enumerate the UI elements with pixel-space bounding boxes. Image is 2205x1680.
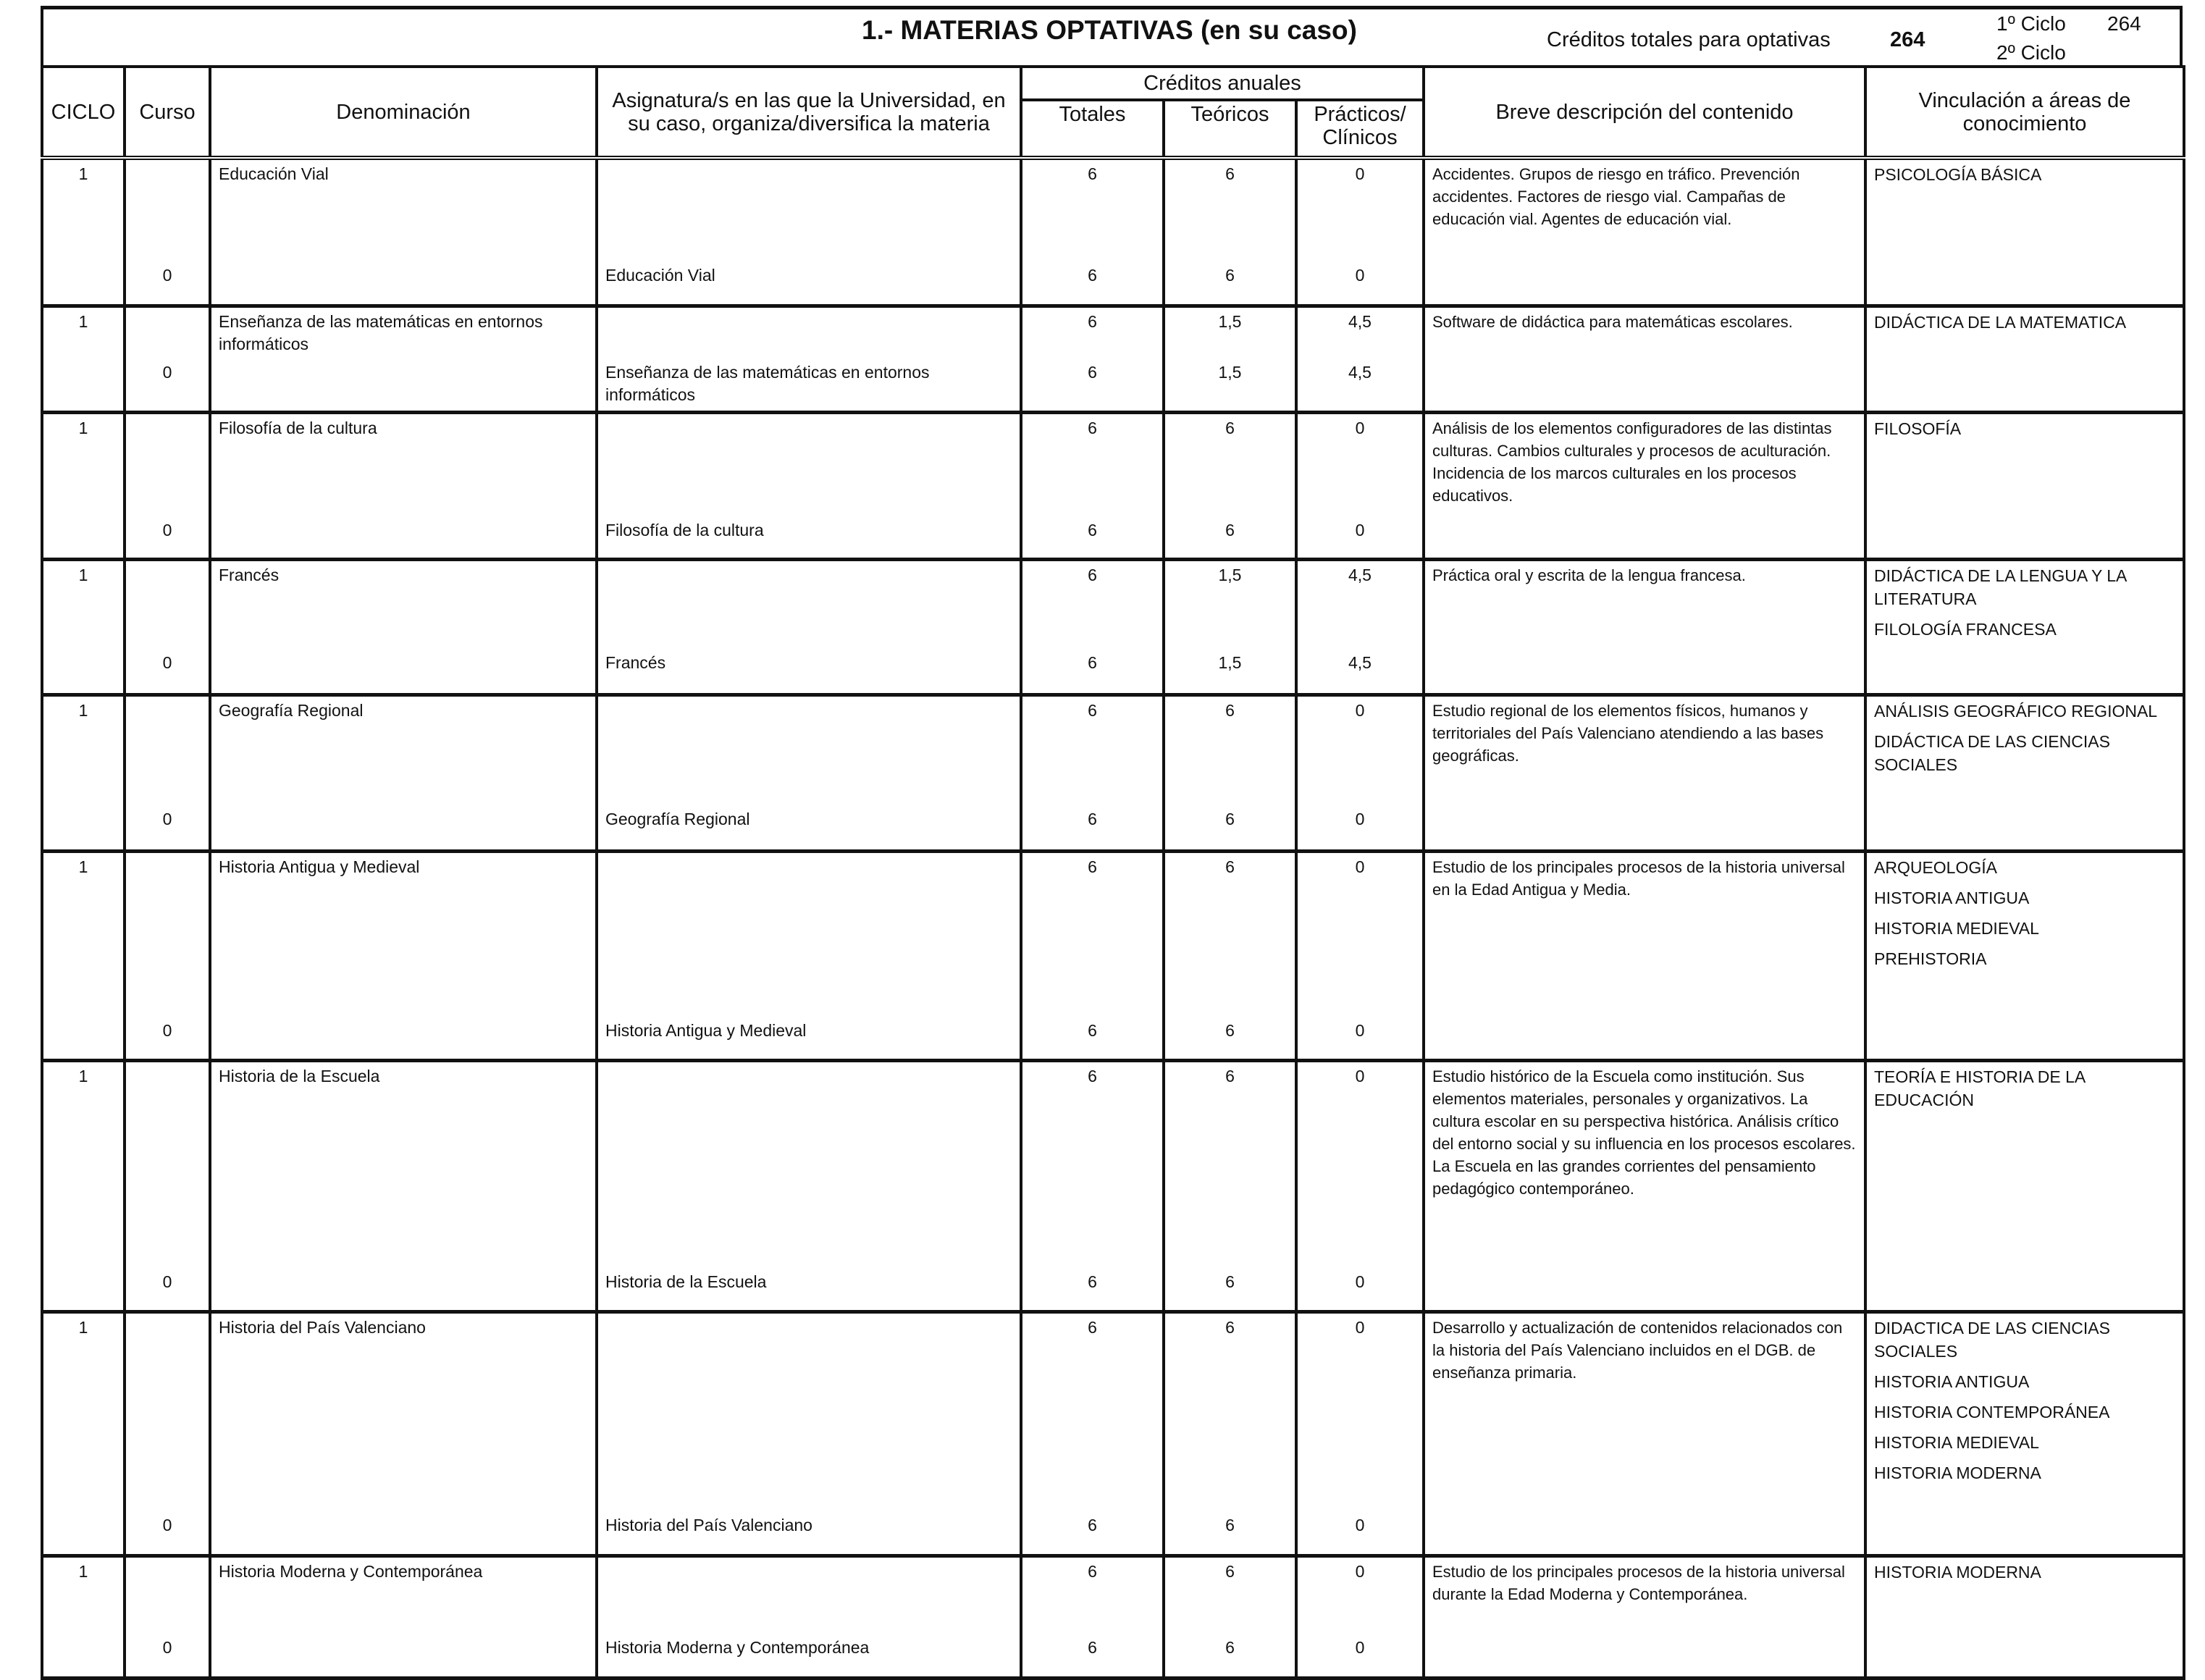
ciclo-cell: 1 xyxy=(42,1556,125,1634)
asignatura-cell-empty xyxy=(597,852,1021,1017)
curso-cell: 0 xyxy=(125,516,210,560)
area-item: HISTORIA MODERNA xyxy=(1874,1563,2041,1582)
col-header-curso: Curso xyxy=(125,67,210,158)
ciclo1-label: 1º Ciclo xyxy=(1996,12,2066,35)
teoricos-cell: 1,5 xyxy=(1164,306,1296,358)
ciclo1-value: 264 xyxy=(2107,12,2141,35)
asignatura-cell-empty xyxy=(597,560,1021,649)
asignatura-cell: Enseñanza de las matemáticas en entornos informáticos xyxy=(597,358,1021,413)
area-item: DIDÁCTICA DE LAS CIENCIAS SOCIALES xyxy=(1874,732,2110,774)
asig-totales-cell: 6 xyxy=(1021,516,1164,560)
curso-cell: 0 xyxy=(125,649,210,695)
asig-practicos-cell: 0 xyxy=(1296,1017,1424,1061)
denominacion-cell: Filosofía de la cultura xyxy=(210,413,597,516)
area-item: DIDACTICA DE LAS CIENCIAS SOCIALES xyxy=(1874,1319,2110,1361)
asig-totales-cell: 6 xyxy=(1021,358,1164,413)
asig-teoricos-cell: 6 xyxy=(1164,516,1296,560)
curso-cell: 0 xyxy=(125,358,210,413)
asig-totales-cell: 6 xyxy=(1021,1634,1164,1679)
asig-practicos-cell: 0 xyxy=(1296,805,1424,852)
area-item: ARQUEOLOGÍA xyxy=(1874,858,1997,877)
asignatura-cell: Historia del País Valenciano xyxy=(597,1511,1021,1556)
vinculacion-cell xyxy=(1865,413,2184,560)
asignatura-cell: Historia Antigua y Medieval xyxy=(597,1017,1021,1061)
curso-cell-empty xyxy=(125,1556,210,1634)
descripcion-cell: Estudio de los principales procesos de la historia universal durante la Edad Moderna y Contemporánea. xyxy=(1424,1556,1865,1679)
ciclo-cell-empty xyxy=(42,805,125,852)
asig-teoricos-cell: 6 xyxy=(1164,1511,1296,1556)
curso-cell-empty xyxy=(125,1312,210,1511)
asig-teoricos-cell: 1,5 xyxy=(1164,358,1296,413)
practicos-cell: 0 xyxy=(1296,695,1424,805)
asig-practicos-cell: 0 xyxy=(1296,516,1424,560)
asig-teoricos-cell: 6 xyxy=(1164,805,1296,852)
ciclo-cell-empty xyxy=(42,358,125,413)
totales-cell: 6 xyxy=(1021,413,1164,516)
ciclo-cell: 1 xyxy=(42,306,125,358)
asignatura-cell: Filosofía de la cultura xyxy=(597,516,1021,560)
teoricos-cell: 1,5 xyxy=(1164,560,1296,649)
table-body xyxy=(42,158,2184,1679)
ciclo-cell-empty xyxy=(42,516,125,560)
col-header-creditos: Créditos anuales xyxy=(1021,67,1424,100)
ciclo-cell: 1 xyxy=(42,695,125,805)
curso-cell: 0 xyxy=(125,805,210,852)
totales-cell: 6 xyxy=(1021,852,1164,1017)
table-row xyxy=(42,560,2184,649)
denominacion-cell: Educación Vial xyxy=(210,158,597,261)
ciclo-cell-empty xyxy=(42,261,125,306)
denominacion-cell: Francés xyxy=(210,560,597,649)
denominacion-cell-empty xyxy=(210,516,597,560)
area-item: HISTORIA MODERNA xyxy=(1874,1463,2041,1482)
asignatura-cell-empty xyxy=(597,1061,1021,1268)
asig-totales-cell: 6 xyxy=(1021,805,1164,852)
asignatura-cell-empty xyxy=(597,1312,1021,1511)
asig-teoricos-cell: 6 xyxy=(1164,261,1296,306)
descripcion-cell: Software de didáctica para matemáticas escolares. xyxy=(1424,306,1865,413)
area-item: PSICOLOGÍA BÁSICA xyxy=(1874,165,2042,184)
curso-cell: 0 xyxy=(125,261,210,306)
descripcion-cell: Análisis de los elementos configuradores de las distintas culturas. Cambios culturales y procesos de aculturación. Incidencia de los marcos culturales en los procesos educativos. xyxy=(1424,413,1865,560)
totales-cell: 6 xyxy=(1021,158,1164,261)
ciclo-cell-empty xyxy=(42,1634,125,1679)
ciclo-cell-empty xyxy=(42,1268,125,1312)
asig-teoricos-cell: 1,5 xyxy=(1164,649,1296,695)
vinculacion-cell xyxy=(1865,852,2184,1061)
curso-cell: 0 xyxy=(125,1634,210,1679)
ciclo-cell-empty xyxy=(42,649,125,695)
ciclo-cell: 1 xyxy=(42,158,125,261)
denominacion-cell-empty xyxy=(210,358,597,413)
totales-cell: 6 xyxy=(1021,560,1164,649)
asignatura-cell-empty xyxy=(597,158,1021,261)
asig-totales-cell: 6 xyxy=(1021,1017,1164,1061)
denominacion-cell: Historia Moderna y Contemporánea xyxy=(210,1556,597,1634)
asignatura-cell-empty xyxy=(597,695,1021,805)
descripcion-cell: Accidentes. Grupos de riesgo en tráfico. Prevención accidentes. Factores de riesgo vial. Campañas de educación vial. Agentes de educación vial. xyxy=(1424,158,1865,306)
col-header-teoricos: Teóricos xyxy=(1164,100,1296,158)
teoricos-cell: 6 xyxy=(1164,158,1296,261)
teoricos-cell: 6 xyxy=(1164,695,1296,805)
area-item: HISTORIA MEDIEVAL xyxy=(1874,1433,2039,1452)
curso-cell-empty xyxy=(125,158,210,261)
denominacion-cell-empty xyxy=(210,1634,597,1679)
asig-practicos-cell: 0 xyxy=(1296,1511,1424,1556)
table-row xyxy=(42,306,2184,358)
curso-cell-empty xyxy=(125,852,210,1017)
vinculacion-cell xyxy=(1865,306,2184,413)
vinculacion-cell xyxy=(1865,1556,2184,1679)
vinculacion-cell xyxy=(1865,1312,2184,1556)
area-item: HISTORIA CONTEMPORÁNEA xyxy=(1874,1403,2110,1421)
table-row xyxy=(42,1556,2184,1634)
vinculacion-cell xyxy=(1865,695,2184,852)
table-row xyxy=(42,695,2184,805)
denominacion-cell-empty xyxy=(210,261,597,306)
denominacion-cell: Historia de la Escuela xyxy=(210,1061,597,1268)
col-header-practicos: Prácticos/ Clínicos xyxy=(1296,100,1424,158)
denominacion-cell-empty xyxy=(210,805,597,852)
curso-cell-empty xyxy=(125,1061,210,1268)
ciclo-cell-empty xyxy=(42,1017,125,1061)
ciclo-cell: 1 xyxy=(42,560,125,649)
asig-practicos-cell: 0 xyxy=(1296,1268,1424,1312)
asig-teoricos-cell: 6 xyxy=(1164,1268,1296,1312)
asignatura-cell-empty xyxy=(597,306,1021,358)
ciclo-cell: 1 xyxy=(42,852,125,1017)
area-item: FILOSOFÍA xyxy=(1874,419,1962,438)
col-header-asignaturas: Asignatura/s en las que la Universidad, en su caso, organiza/diversifica la materia xyxy=(597,67,1021,158)
document-page xyxy=(41,6,2183,1657)
denominacion-cell: Enseñanza de las matemáticas en entornos informáticos xyxy=(210,306,597,358)
area-item: HISTORIA MEDIEVAL xyxy=(1874,919,2039,938)
curso-cell-empty xyxy=(125,413,210,516)
asignatura-cell: Francés xyxy=(597,649,1021,695)
denominacion-cell-empty xyxy=(210,649,597,695)
ciclo-cell: 1 xyxy=(42,1061,125,1268)
area-item: FILOLOGÍA FRANCESA xyxy=(1874,620,2057,639)
table-row xyxy=(42,158,2184,261)
asignatura-cell: Geografía Regional xyxy=(597,805,1021,852)
area-item: TEORÍA E HISTORIA DE LA EDUCACIÓN xyxy=(1874,1067,2086,1109)
practicos-cell: 0 xyxy=(1296,413,1424,516)
totales-cell: 6 xyxy=(1021,306,1164,358)
denominacion-cell-empty xyxy=(210,1511,597,1556)
denominacion-cell-empty xyxy=(210,1268,597,1312)
teoricos-cell: 6 xyxy=(1164,1312,1296,1511)
asig-practicos-cell: 4,5 xyxy=(1296,358,1424,413)
teoricos-cell: 6 xyxy=(1164,1061,1296,1268)
totales-cell: 6 xyxy=(1021,1061,1164,1268)
area-item: DIDÁCTICA DE LA LENGUA Y LA LITERATURA xyxy=(1874,566,2127,608)
vinculacion-cell xyxy=(1865,560,2184,695)
practicos-cell: 0 xyxy=(1296,852,1424,1017)
area-item: HISTORIA ANTIGUA xyxy=(1874,889,2030,907)
curso-cell-empty xyxy=(125,695,210,805)
curso-cell: 0 xyxy=(125,1017,210,1061)
col-header-ciclo: CICLO xyxy=(42,67,125,158)
asig-practicos-cell: 4,5 xyxy=(1296,649,1424,695)
asig-totales-cell: 6 xyxy=(1021,1268,1164,1312)
ciclo-cell: 1 xyxy=(42,413,125,516)
table-row xyxy=(42,1312,2184,1511)
teoricos-cell: 6 xyxy=(1164,413,1296,516)
area-item: DIDÁCTICA DE LA MATEMATICA xyxy=(1874,312,2127,332)
table-row xyxy=(42,852,2184,1017)
optativas-table xyxy=(41,65,2185,1680)
asignatura-cell: Historia Moderna y Contemporánea xyxy=(597,1634,1021,1679)
denominacion-cell: Geografía Regional xyxy=(210,695,597,805)
totales-cell: 6 xyxy=(1021,1556,1164,1634)
ciclo2-label: 2º Ciclo xyxy=(1996,41,2066,64)
col-header-vinculacion: Vinculación a áreas de conocimiento xyxy=(1865,67,2184,158)
curso-cell: 0 xyxy=(125,1511,210,1556)
asignatura-cell-empty xyxy=(597,1556,1021,1634)
page-header xyxy=(41,6,2183,65)
denominacion-cell-empty xyxy=(210,1017,597,1061)
asig-totales-cell: 6 xyxy=(1021,649,1164,695)
ciclo-cell-empty xyxy=(42,1511,125,1556)
credits-label: Créditos totales para optativas xyxy=(1547,28,1831,51)
practicos-cell: 0 xyxy=(1296,158,1424,261)
descripcion-cell: Estudio regional de los elementos físicos, humanos y territoriales del País Valenciano atendiendo a las bases geográficas. xyxy=(1424,695,1865,852)
asig-practicos-cell: 0 xyxy=(1296,261,1424,306)
area-item: ANÁLISIS GEOGRÁFICO REGIONAL xyxy=(1874,702,2158,721)
denominacion-cell: Historia Antigua y Medieval xyxy=(210,852,597,1017)
curso-cell-empty xyxy=(125,560,210,649)
credits-total: 264 xyxy=(1890,28,1925,51)
curso-cell: 0 xyxy=(125,1268,210,1312)
col-header-descripcion: Breve descripción del contenido xyxy=(1424,67,1865,158)
practicos-cell: 0 xyxy=(1296,1556,1424,1634)
vinculacion-cell xyxy=(1865,158,2184,306)
col-header-denominacion: Denominación xyxy=(210,67,597,158)
descripcion-cell: Estudio de los principales procesos de la historia universal en la Edad Antigua y Media. xyxy=(1424,852,1865,1061)
area-item: HISTORIA ANTIGUA xyxy=(1874,1372,2030,1391)
area-item: PREHISTORIA xyxy=(1874,949,1987,968)
totales-cell: 6 xyxy=(1021,695,1164,805)
descripcion-cell: Estudio histórico de la Escuela como institución. Sus elementos materiales, personales y organizativos. La cultura escolar en su perspectiva histórica. Análisis crítico del entorno social y su influencia en los procesos escolares. La Escuela en las grandes corrientes del pensamiento pedagógico contemporáneo. xyxy=(1424,1061,1865,1312)
col-header-totales: Totales xyxy=(1021,100,1164,158)
asig-practicos-cell: 0 xyxy=(1296,1634,1424,1679)
teoricos-cell: 6 xyxy=(1164,1556,1296,1634)
asignatura-cell: Historia de la Escuela xyxy=(597,1268,1021,1312)
practicos-cell: 4,5 xyxy=(1296,306,1424,358)
ciclo-cell: 1 xyxy=(42,1312,125,1511)
descripcion-cell: Práctica oral y escrita de la lengua francesa. xyxy=(1424,560,1865,695)
denominacion-cell: Historia del País Valenciano xyxy=(210,1312,597,1511)
curso-cell-empty xyxy=(125,306,210,358)
practicos-cell: 0 xyxy=(1296,1061,1424,1268)
asig-teoricos-cell: 6 xyxy=(1164,1634,1296,1679)
asignatura-cell-empty xyxy=(597,413,1021,516)
practicos-cell: 0 xyxy=(1296,1312,1424,1511)
asig-teoricos-cell: 6 xyxy=(1164,1017,1296,1061)
practicos-cell: 4,5 xyxy=(1296,560,1424,649)
asig-totales-cell: 6 xyxy=(1021,1511,1164,1556)
page-title: 1.- MATERIAS OPTATIVAS (en su caso) xyxy=(862,15,1357,45)
teoricos-cell: 6 xyxy=(1164,852,1296,1017)
totales-cell: 6 xyxy=(1021,1312,1164,1511)
table-row xyxy=(42,1061,2184,1268)
vinculacion-cell xyxy=(1865,1061,2184,1312)
asig-totales-cell: 6 xyxy=(1021,261,1164,306)
table-row xyxy=(42,413,2184,516)
descripcion-cell: Desarrollo y actualización de contenidos relacionados con la historia del País Valenciano incluidos en el DGB. de enseñanza primaria. xyxy=(1424,1312,1865,1556)
asignatura-cell: Educación Vial xyxy=(597,261,1021,306)
